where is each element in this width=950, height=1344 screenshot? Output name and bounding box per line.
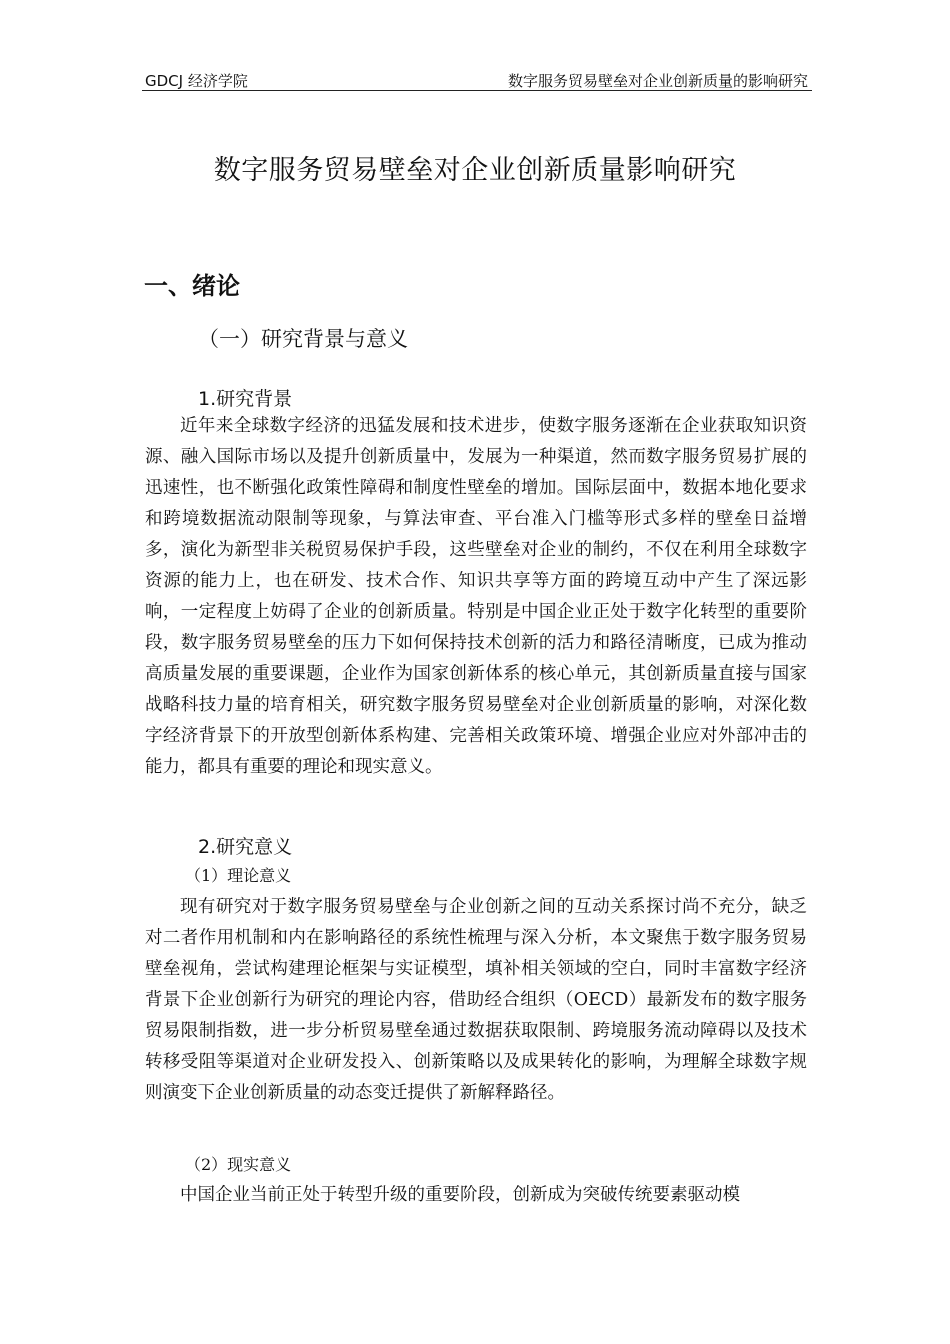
header-institution: GDCJ 经济学院 xyxy=(145,72,248,90)
section-heading: 一、绪论 xyxy=(144,272,240,300)
background-heading: 1.研究背景 xyxy=(198,388,293,410)
practice-heading: （2）现实意义 xyxy=(185,1155,292,1174)
background-paragraph: 近年来全球数字经济的迅猛发展和技术进步，使数字服务逐渐在企业获取知识资源、融入国际市场以及提升创新质量中，发展为一种渠道，然而数字服务贸易扩展的迅速性，也不断强化政策性障碍和制度性壁垒的增加。国际层面中，数据本地化要求和跨境数据流动限制等现象，与算法审查、平台准入门槛等形式多样的壁垒日益增多，演化为新型非关税贸易保护手段，这些壁垒对企业的制约，不仅在利用全球数字资源的能力上，也在研发、技术合作、知识共享等方面的跨境互动中产生了深远影响，一定程度上妨碍了企业的创新质量。特别是中国企业正处于数字化转型的重要阶段，数字服务贸易壁垒的压力下如何保持技术创新的活力和路径清晰度，已成为推动高质量发展的重要课题，企业作为国家创新体系的核心单元，其创新质量直接与国家战略科技力量的培育相关，研究数字服务贸易壁垒对企业创新质量的影响，对深化数字经济背景下的开放型创新体系构建、完善相关政策环境、增强企业应对外部冲击的能力，都具有重要的理论和现实意义。 xyxy=(145,416,807,777)
practice-paragraph: 中国企业当前正处于转型升级的重要阶段，创新成为突破传统要素驱动模 xyxy=(180,1185,740,1205)
header-running-title: 数字服务贸易壁垒对企业创新质量的影响研究 xyxy=(507,72,808,90)
significance-heading: 2.研究意义 xyxy=(198,836,293,858)
subsection-heading: （一）研究背景与意义 xyxy=(198,327,408,351)
theory-paragraph: 现有研究对于数字服务贸易壁垒与企业创新之间的互动关系探讨尚不充分，缺乏对二者作用机制和内在影响路径的系统性梳理与深入分析，本文聚焦于数字服务贸易壁垒视角，尝试构建理论框架与实证模型，填补相关领域的空白，同时丰富数字经济背景下企业创新行为研究的理论内容，借助经合组织（OECD）最新发布的数字服务贸易限制指数，进一步分析贸易壁垒通过数据获取限制、跨境服务流动障碍以及技术转移受阻等渠道对企业研发投入、创新策略以及成果转化的影响，为理解全球数字规则演变下企业创新质量的动态变迁提供了新解释路径。 xyxy=(145,897,807,1103)
theory-heading: （1）理论意义 xyxy=(185,866,292,885)
document-title: 数字服务贸易壁垒对企业创新质量影响研究 xyxy=(213,155,737,186)
page-header xyxy=(142,62,812,91)
